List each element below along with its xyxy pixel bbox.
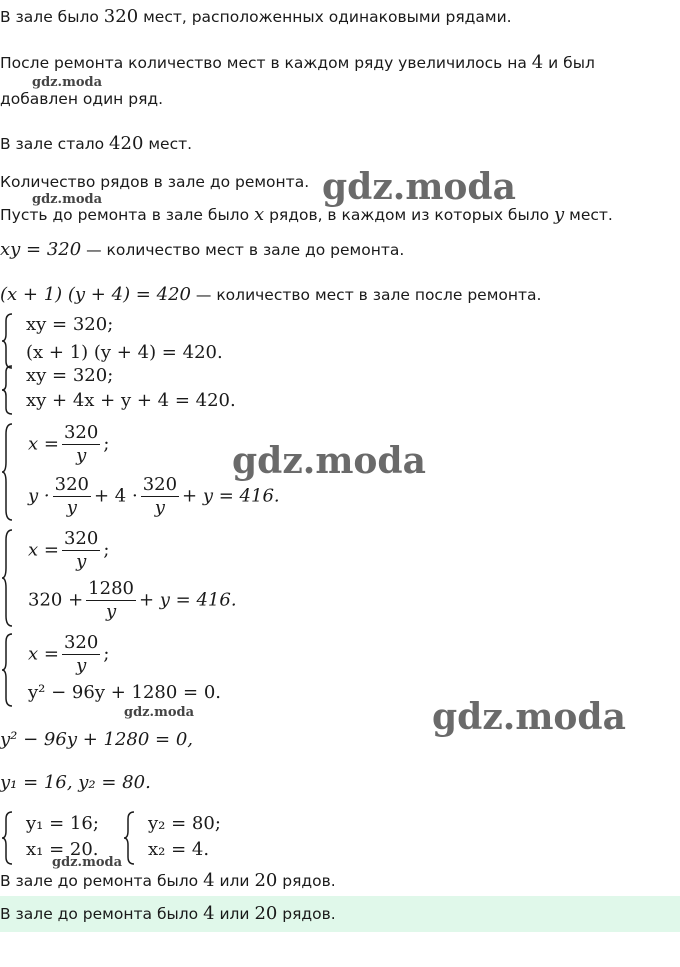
text-line-4: В зале стало 420 мест.	[0, 133, 193, 154]
watermark: gdz.moda	[52, 855, 123, 870]
watermark: gdz.moda	[32, 75, 103, 90]
text-line-11: В зале до ремонта было 4 или 20 рядов.	[0, 870, 336, 891]
equation-system-3: x = $\frac{320}{y}$ ; y · $\frac{320}{y}$ + 4 · $\frac{320}{y}$ + y = 416.	[0, 420, 320, 524]
fraction: $\frac{320}{y}$	[63, 422, 99, 466]
brace-icon	[0, 526, 16, 630]
watermark: gdz.moda	[124, 705, 195, 720]
equation-system-4: x = $\frac{320}{y}$ ; 320 + $\frac{1280}{y}$ + y = 416.	[0, 526, 320, 630]
brace-icon	[0, 420, 16, 524]
brace-icon	[0, 312, 16, 370]
text-line-3: добавлен один ряд.	[0, 90, 164, 108]
brace-icon	[122, 810, 138, 866]
watermark: gdz.moda	[432, 696, 626, 738]
text-line-7: xy = 320 — количество мест в зале до ремонта.	[0, 239, 405, 260]
text-line-9: y² − 96y + 1280 = 0,	[0, 729, 194, 750]
brace-icon	[0, 810, 16, 866]
brace-icon	[0, 630, 16, 710]
watermark: gdz.moda	[232, 440, 426, 482]
equation-system-6b: y₂ = 80; x₂ = 4.	[122, 810, 252, 866]
text-line-2: После ремонта количество мест в каждом ряду увеличилось на 4 и был	[0, 52, 595, 73]
equation-system-1: xy = 320; (x + 1) (y + 4) = 420.	[0, 312, 300, 370]
fraction: $\frac{320}{y}$	[54, 474, 89, 518]
fraction: $\frac{320}{y}$	[63, 632, 99, 676]
text-line-10: y₁ = 16, y₂ = 80.	[0, 772, 151, 793]
text-line-5: Количество рядов в зале до ремонта.	[0, 173, 310, 191]
text-line-6: Пусть до ремонта в зале было x рядов, в каждом из которых было y мест.	[0, 204, 613, 225]
fraction: $\frac{320}{y}$	[142, 474, 178, 518]
equation-system-5: x = $\frac{320}{y}$ ; y² − 96y + 1280 = 0.	[0, 630, 320, 710]
number: 320	[103, 6, 139, 27]
brace-icon	[0, 364, 16, 416]
equation-system-6a: y₁ = 16; x₁ = 20.	[0, 810, 120, 866]
watermark: gdz.moda	[322, 166, 516, 208]
text-line-8: (x + 1) (y + 4) = 420 — количество мест в зале после ремонта.	[0, 284, 542, 305]
watermark: gdz.moda	[32, 192, 103, 207]
fraction: $\frac{1280}{y}$	[88, 578, 134, 622]
text-line-1: В зале было 320 мест, расположенных одинаковыми рядами.	[0, 6, 512, 27]
answer-box: В зале до ремонта было 4 или 20 рядов.	[0, 896, 680, 932]
equation-system-2: xy = 320; xy + 4x + y + 4 = 420.	[0, 364, 300, 416]
fraction: $\frac{320}{y}$	[63, 528, 99, 572]
